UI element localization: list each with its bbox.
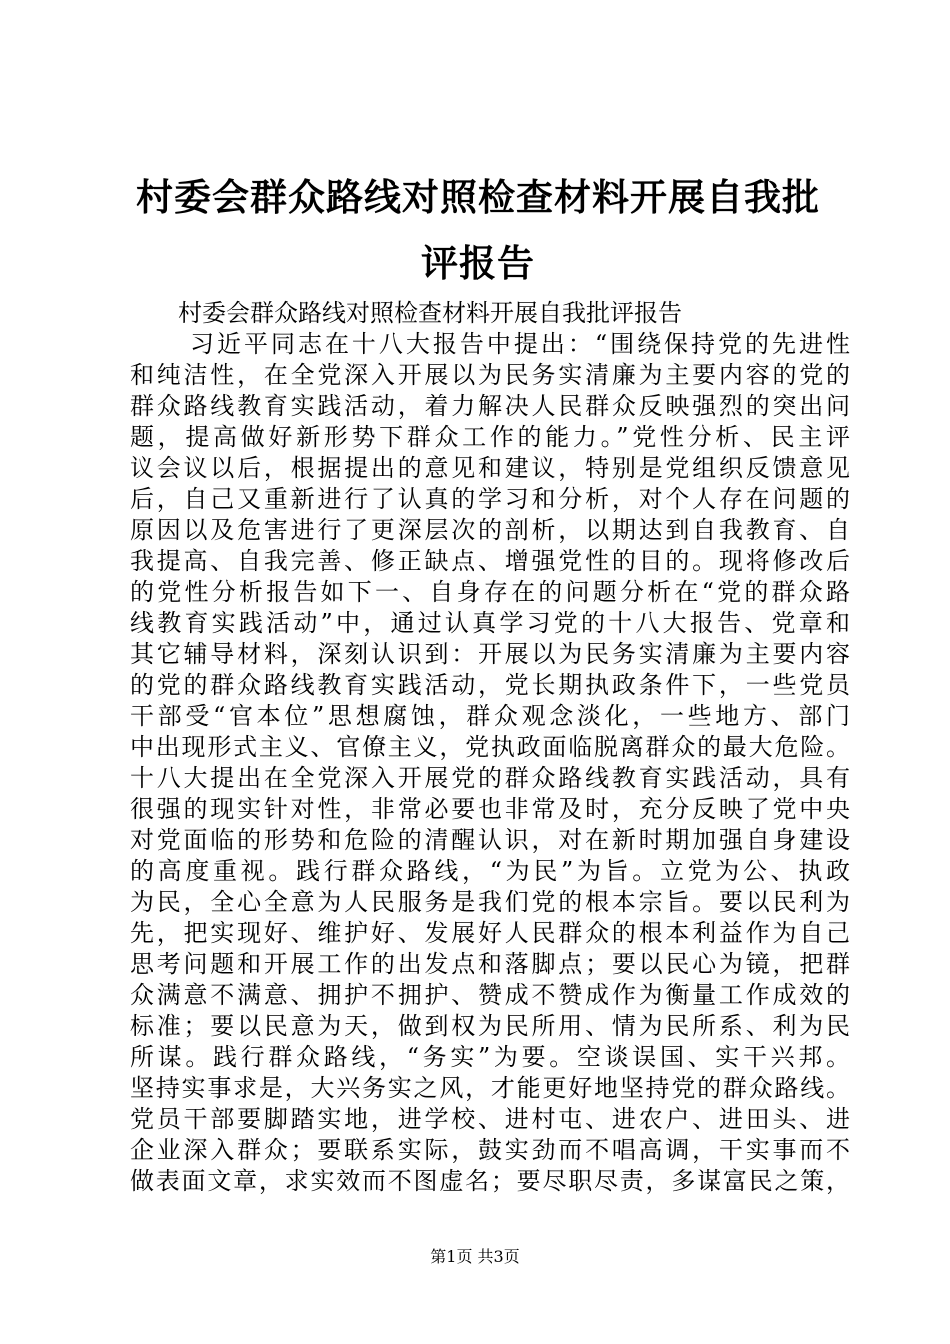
body-line: 思考问题和开展工作的出发点和落脚点；要以民心为镜，把群 <box>130 950 850 978</box>
body-line: 后，自己又重新进行了认真的学习和分析，对个人存在问题的 <box>130 485 850 513</box>
body-line: 为民，全心全意为人民服务是我们党的根本宗旨。要以民利为 <box>130 888 850 916</box>
body-line: 习近平同志在十八大报告中提出：“围绕保持党的先进性 <box>190 330 850 358</box>
body-line: 党员干部要脚踏实地，进学校、进村屯、进农户、进田头、进 <box>130 1105 850 1133</box>
body-line: 的党性分析报告如下一、自身存在的问题分析在“党的群众路 <box>130 578 850 606</box>
page-number: 第1页 共3页 <box>430 1247 520 1266</box>
body-line: 题，提高做好新形势下群众工作的能力。”党性分析、民主评 <box>130 423 850 451</box>
body-line: 群众路线教育实践活动，着力解决人民群众反映强烈的突出问 <box>130 392 850 420</box>
body-line: 做表面文章，求实效而不图虚名；要尽职尽责，多谋富民之策， <box>130 1167 850 1195</box>
body-line: 中出现形式主义、官僚主义，党执政面临脱离群众的最大危险。 <box>130 733 850 761</box>
body-line: 坚持实事求是，大兴务实之风，才能更好地坚持党的群众路线。 <box>130 1074 850 1102</box>
body-line: 对党面临的形势和危险的清醒认识，对在新时期加强自身建设 <box>130 826 850 854</box>
document-title: 村委会群众路线对照检查材料开展自我批评报告 <box>136 176 820 285</box>
body-line: 很强的现实针对性，非常必要也非常及时，充分反映了党中央 <box>130 795 850 823</box>
body-line: 先，把实现好、维护好、发展好人民群众的根本利益作为自己 <box>130 919 850 947</box>
body-line: 众满意不满意、拥护不拥护、赞成不赞成作为衡量工作成效的 <box>130 981 850 1009</box>
body-line: 干部受“官本位”思想腐蚀，群众观念淡化，一些地方、部门 <box>130 702 850 730</box>
body-line: 其它辅导材料，深刻认识到：开展以为民务实清廉为主要内容 <box>130 640 850 668</box>
document-body <box>130 329 850 1197</box>
body-line: 的高度重视。践行群众路线，“为民”为旨。立党为公、执政 <box>130 857 850 885</box>
body-line: 企业深入群众；要联系实际，鼓实劲而不唱高调，干实事而不 <box>130 1136 850 1164</box>
body-line: 十八大提出在全党深入开展党的群众路线教育实践活动，具有 <box>130 764 850 792</box>
body-line: 原因以及危害进行了更深层次的剖析，以期达到自我教育、自 <box>130 516 850 544</box>
body-line: 议会议以后，根据提出的意见和建议，特别是党组织反馈意见 <box>130 454 850 482</box>
document-subtitle: 村委会群众路线对照检查材料开展自我批评报告 <box>178 299 682 327</box>
body-line: 线教育实践活动”中，通过认真学习党的十八大报告、党章和 <box>130 609 850 637</box>
body-line: 和纯洁性，在全党深入开展以为民务实清廉为主要内容的党的 <box>130 361 850 389</box>
body-line: 标准；要以民意为天，做到权为民所用、情为民所系、利为民 <box>130 1012 850 1040</box>
body-line: 的党的群众路线教育实践活动，党长期执政条件下，一些党员 <box>130 671 850 699</box>
body-line: 所谋。践行群众路线，“务实”为要。空谈误国、实干兴邦。 <box>130 1043 850 1071</box>
body-line: 我提高、自我完善、修正缺点、增强党性的目的。现将修改后 <box>130 547 850 575</box>
